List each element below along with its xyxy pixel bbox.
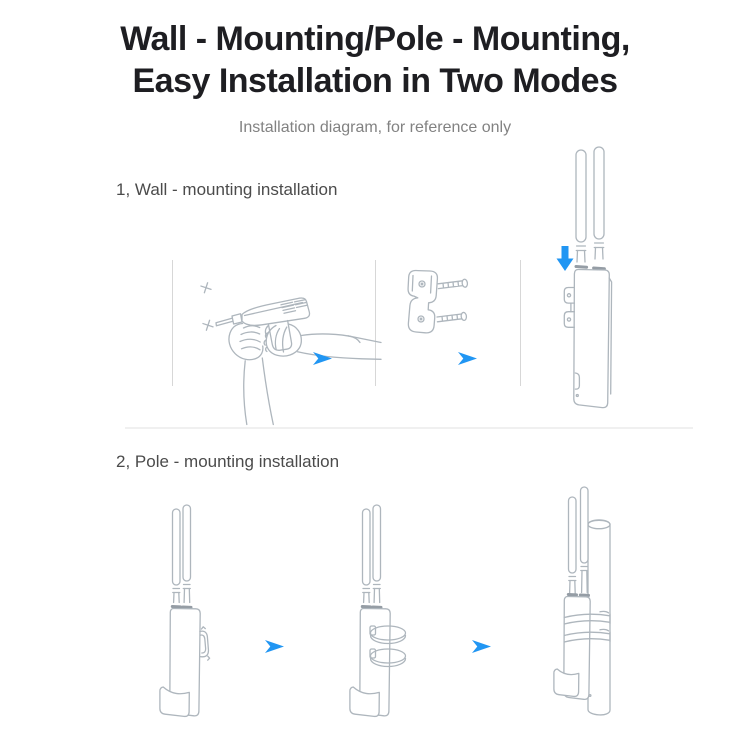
antenna-mount-bands xyxy=(568,595,588,596)
antenna-left xyxy=(363,509,371,603)
section-pole-label: 2, Pole - mounting installation xyxy=(116,452,340,471)
antenna-mount-bands xyxy=(362,607,381,608)
antenna-left xyxy=(173,509,181,603)
mount-knob-icon xyxy=(200,627,210,660)
device-on-pole-illustration xyxy=(540,470,620,722)
drill-icon xyxy=(216,298,310,350)
section-wall-label: 1, Wall - mounting installation xyxy=(116,180,338,199)
antenna-right xyxy=(581,487,589,593)
antenna-mount-bands xyxy=(172,607,191,608)
drill-point-cross-marks xyxy=(199,281,214,332)
antenna-right xyxy=(373,505,381,603)
antenna-mount-bands xyxy=(576,267,604,269)
title-line-1: Wall - Mounting/Pole - Mounting, xyxy=(120,20,630,58)
section-separator xyxy=(125,427,693,429)
arrow-right-icon xyxy=(264,639,285,654)
screw-top-icon xyxy=(438,279,468,289)
panel-divider-1 xyxy=(172,260,173,386)
wall-bracket-icon xyxy=(408,270,437,332)
antenna-left xyxy=(576,150,586,262)
page-subtitle: Installation diagram, for reference only xyxy=(238,119,512,136)
arrow-down-icon xyxy=(557,246,574,271)
device-slide-down-illustration xyxy=(548,142,653,417)
device-clamps-illustration xyxy=(340,496,415,726)
antenna-left xyxy=(569,497,577,594)
antenna-right xyxy=(594,147,604,259)
arrow-right-icon xyxy=(471,639,492,654)
title-line-2: Easy Installation in Two Modes xyxy=(132,62,618,100)
bracket-screws-illustration xyxy=(392,262,477,347)
pole xyxy=(588,520,610,715)
arrow-right-icon xyxy=(312,351,333,366)
arrow-right-icon xyxy=(457,351,478,366)
panel-divider-3 xyxy=(520,260,521,386)
page-title xyxy=(0,18,750,102)
bracket-hooks-icon xyxy=(564,288,574,328)
device-side-illustration xyxy=(150,496,212,726)
antenna-right xyxy=(183,505,191,603)
screw-bottom-icon xyxy=(437,312,467,322)
drill-hand-illustration xyxy=(183,262,383,427)
